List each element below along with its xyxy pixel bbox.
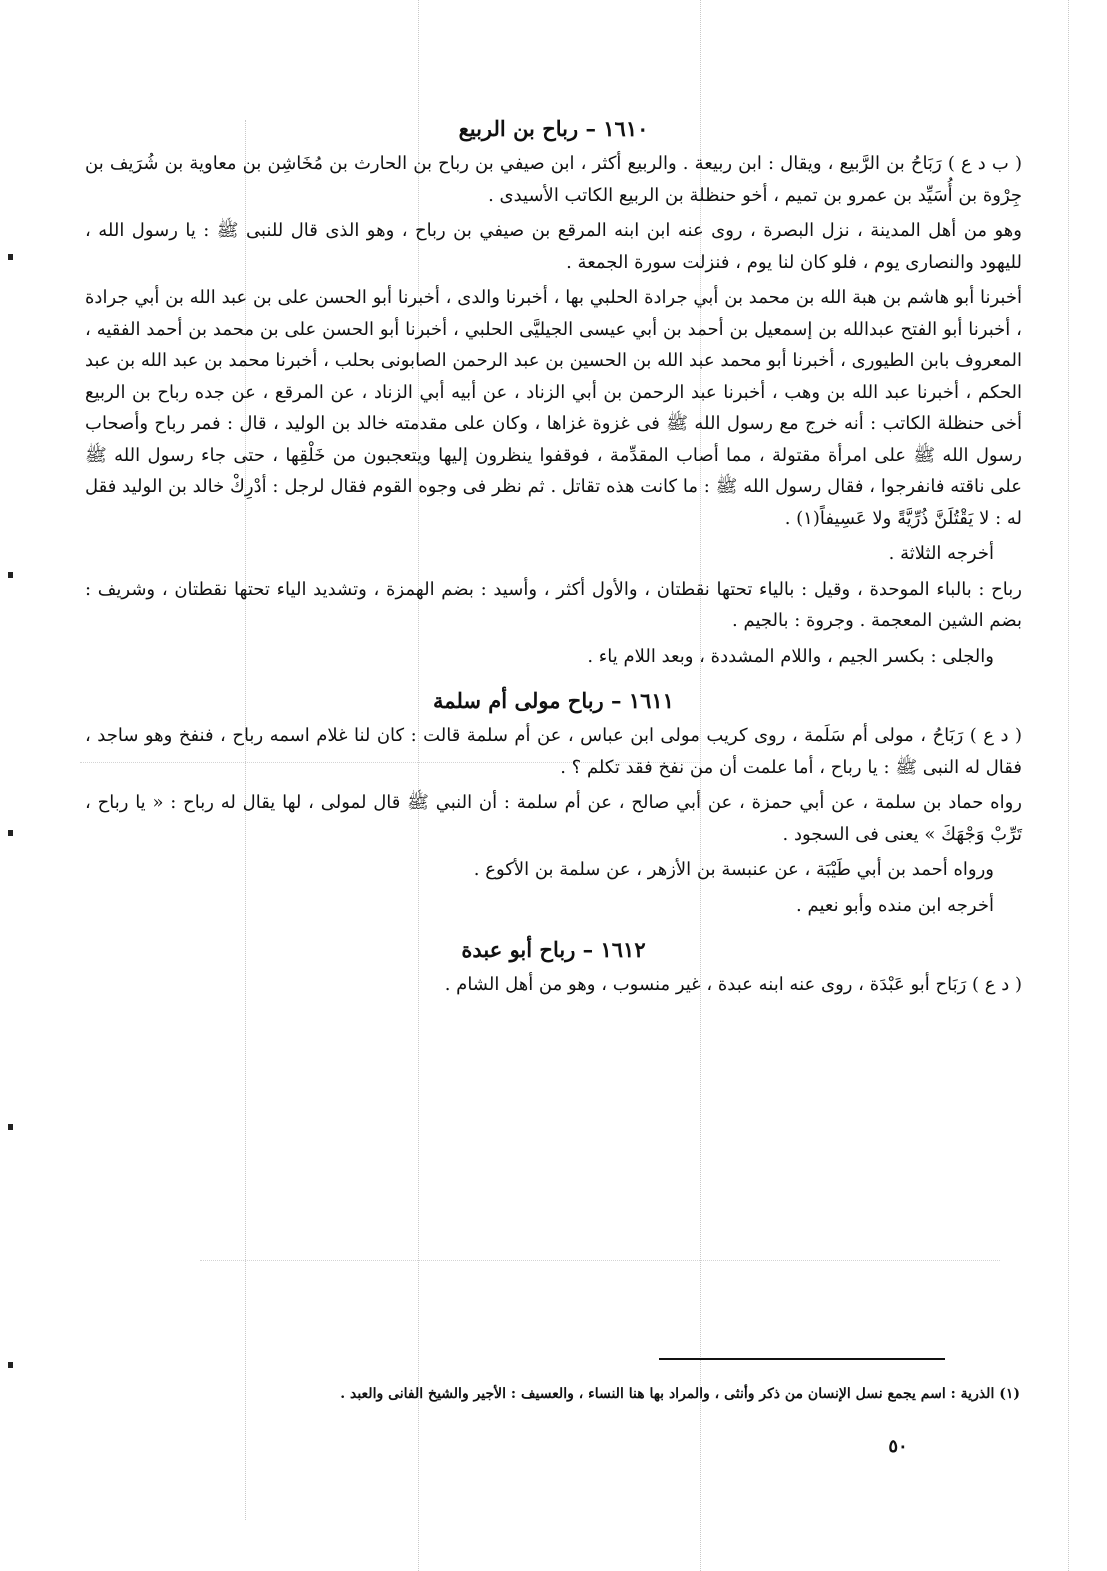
entry-heading: ١٦١٢ – رباح أبو عبدة	[461, 937, 646, 962]
margin-mark	[8, 572, 13, 578]
margin-mark	[8, 254, 13, 260]
margin-mark	[8, 830, 13, 836]
footnote: (١) الذرية : اسم يجمع نسل الإنسان من ذكر وأنثى ، والمراد بها هنا النساء ، والعسيف : الأجير والشيخ الفانى والعبد .	[340, 1386, 1020, 1402]
entry-heading: ١٦١١ – رباح مولى أم سلمة	[433, 688, 674, 713]
page-body	[85, 112, 1022, 1005]
entry-paragraph: رواه حماد بن سلمة ، عن أبي حمزة ، عن أبي صالح ، عن أم سلمة : أن النبي ﷺ قال لمولى ، لها يقال له رباح : « يا رباح ، تَرِّبْ وَجْهَكَ » يعنى فى السجود .	[85, 792, 1022, 845]
scan-artifact-line	[200, 1260, 1000, 1261]
entry-paragraph: أخرجه الثلاثة .	[888, 543, 994, 564]
entry-paragraph: وهو من أهل المدينة ، نزل البصرة ، روى عنه ابن ابنه المرقع بن صيفي بن رباح ، وهو الذى قال للنبى ﷺ : يا رسول الله ، لليهود والنصارى يوم ، فلو كان لنا يوم ، فنزلت سورة الجمعة .	[85, 220, 1022, 273]
entry-heading: ١٦١٠ – رباح بن الربيع	[458, 116, 649, 141]
entry-paragraph: ( د ع ) رَبَاح أبو عَبْدَة ، روى عنه ابنه عبدة ، غير منسوب ، وهو من أهل الشام .	[444, 974, 1022, 995]
scan-artifact-line	[1068, 0, 1069, 1571]
entry-paragraph: أخبرنا أبو هاشم بن هبة الله بن محمد بن أبي جرادة الحلبي بها ، أخبرنا والدى ، أخبرنا أبو الحسن على بن عبد الله بن أبي جرادة ، أخبرنا أبو الفتح عبدالله بن إسمعيل بن أحمد بن أبي عيسى الجيليَّى الحلبي ، أخبرنا أبو الحسن على بن محمد بن أحمد الفقيه ، المعروف بابن الطيورى ، أخبرنا أبو محمد عبد الله بن الحسين بن عبد الرحمن الصابونى بحلب ، أخبرنا محمد بن عبد الله بن عبد الحكم ، أخبرنا عبد الله بن وهب ، أخبرنا عبد الرحمن بن أبي الزناد ، عن أبيه أبي الزناد ، عن المرقع ، عن جده رباح بن الربيع أخى حنظلة الكاتب : أنه خرج مع رسول الله ﷺ فى غزوة غزاها ، وكان على مقدمته خالد بن الوليد ، قال : فمر رباح وأصحاب رسول الله ﷺ على امرأة مقتولة ، مما أصاب المقدِّمة ، فوقفوا ينظرون إليها ويتعجبون من خَلْقِها ، حتى جاء رسول الله ﷺ على ناقته فانفرجوا ، فقال رسول الله ﷺ : ما كانت هذه تقاتل . ثم نظر فى وجوه القوم فقال لرجل : أدْرِكْ خالد بن الوليد فقل له : لا يَقْتُلَنَّ ذُرِّيَّةً ولا عَسِيفاً(١) .	[85, 287, 1022, 529]
entry-paragraph: أخرجه ابن منده وأبو نعيم .	[796, 894, 994, 916]
entry-paragraph: ( ب د ع ) رَبَاحُ بن الرَّبيع ، ويقال : ابن ربيعة . والربيع أكثر ، ابن صيفي بن رباح بن الحارث بن مُخَاشِن بن معاوية بن شُرَيف بن جِرْوة بن أُسَيِّد بن عمرو بن تميم ، أخو حنظلة بن الربيع الكاتب الأسيدى .	[85, 153, 1022, 206]
entry-paragraph: ورواه أحمد بن أبي طَيْبَة ، عن عنبسة بن الأزهر ، عن سلمة بن الأكوع .	[473, 859, 994, 880]
spacer	[85, 676, 1022, 684]
entry-paragraph: رباح : بالباء الموحدة ، وقيل : بالياء تحتها نقطتان ، والأول أكثر ، وأسيد : بضم الهمزة ، وتشديد الياء تحتها نقطتان ، وشريف : بضم الشين المعجمة . وجروة : بالجيم .	[85, 578, 1022, 631]
margin-mark	[8, 1362, 13, 1368]
entry-paragraph: ( د ع ) رَبَاحُ ، مولى أم سَلَمة ، روى كريب مولى ابن عباس ، عن أم سلمة قالت : كان لنا غلام اسمه رباح ، فنفخ وهو ساجد ، فقال له النبى ﷺ : يا رباح ، أما علمت أن من نفخ فقد تكلم ؟ .	[85, 725, 1022, 778]
page-number: ٥٠	[888, 1436, 908, 1457]
footnote-separator	[659, 1358, 945, 1360]
margin-mark	[8, 1124, 13, 1130]
spacer	[85, 925, 1022, 933]
entry-paragraph: والجلى : بكسر الجيم ، واللام المشددة ، وبعد اللام ياء .	[587, 645, 994, 667]
